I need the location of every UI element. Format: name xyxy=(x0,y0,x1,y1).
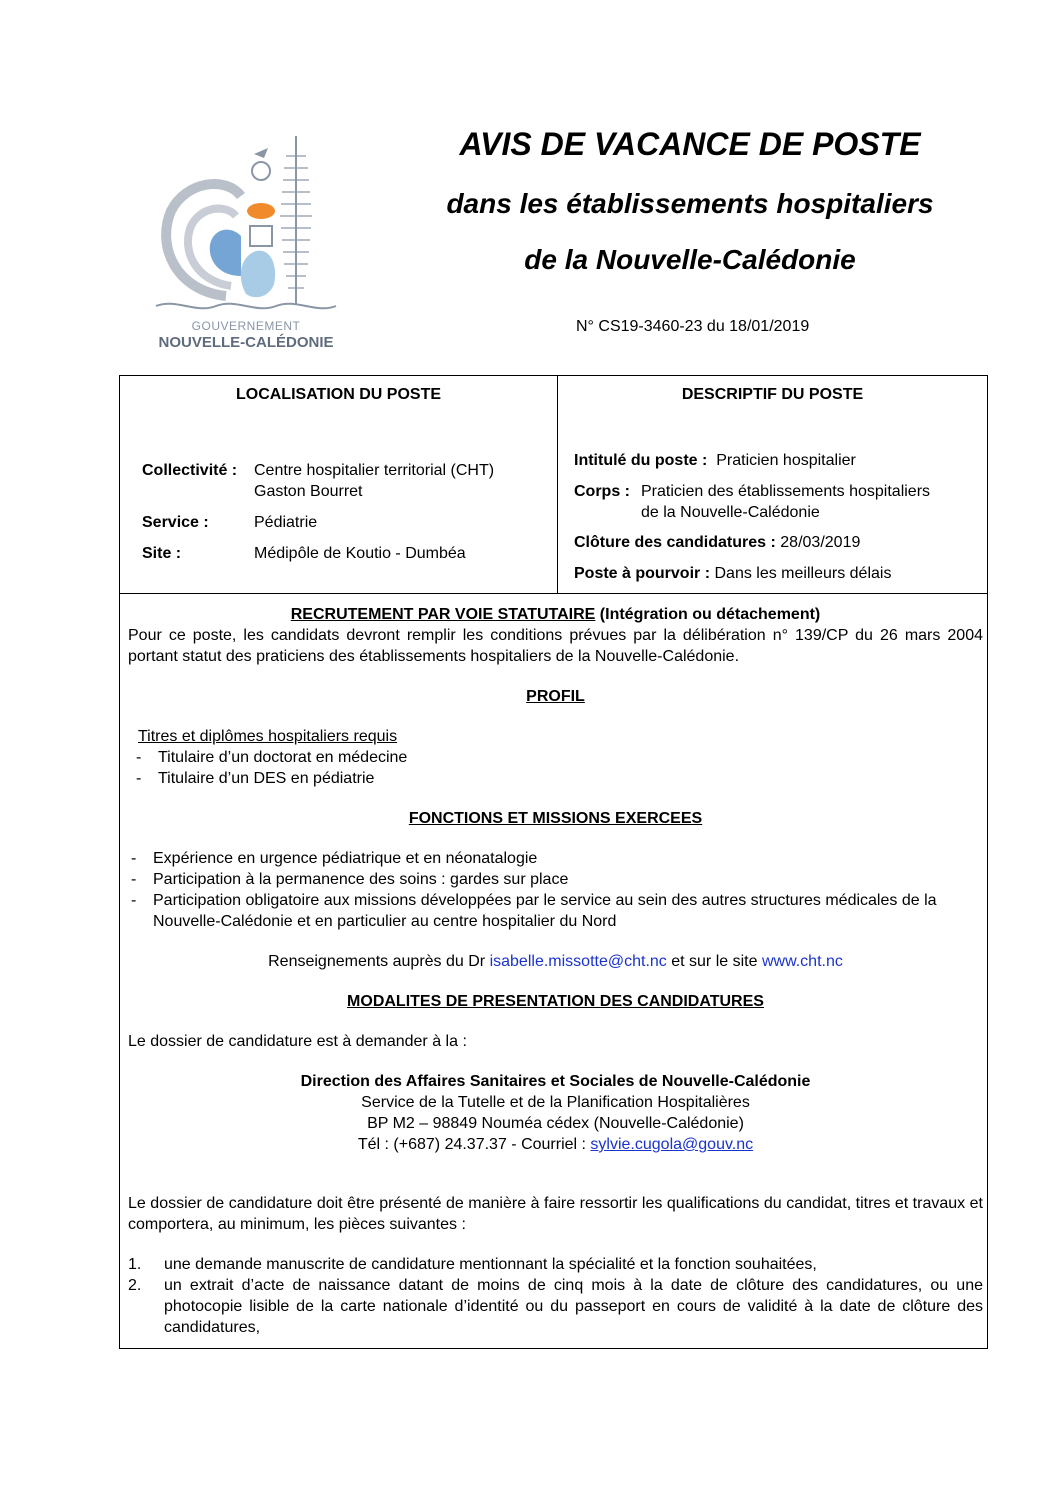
organisation-address: BP M2 – 98849 Nouméa cédex (Nouvelle-Calédonie) xyxy=(367,1115,744,1132)
page-title: AVIS DE VACANCE DE POSTE xyxy=(459,126,921,162)
site-label: Site : xyxy=(142,545,182,562)
website-link[interactable]: www.cht.nc xyxy=(761,953,843,970)
notice-body xyxy=(128,604,983,1338)
collectivite-label: Collectivité : xyxy=(142,462,238,479)
site-value: Médipôle de Koutio - Dumbéa xyxy=(254,545,466,562)
corps-value: Praticien des établissements hospitaliers de la Nouvelle-Calédonie xyxy=(641,483,931,521)
intitule-row: Intitulé du poste : Praticien hospitalier xyxy=(574,452,856,469)
page-subtitle-2: de la Nouvelle-Calédonie xyxy=(524,244,856,275)
contact-email-link[interactable]: isabelle.missotte@cht.nc xyxy=(489,953,667,970)
renseignements-line: Renseignements auprès du Dr isabelle.missotte@cht.nc et sur le site www.cht.nc xyxy=(268,953,843,970)
collectivite-value: Centre hospitalier territorial (CHT) Gaston Bourret xyxy=(254,462,495,500)
organisation-contact: Tél : (+687) 24.37.37 - Courriel : sylvie.cugola@gouv.nc xyxy=(357,1136,754,1153)
notice-frame xyxy=(119,375,988,1349)
list-item: - Titulaire d’un doctorat en médecine xyxy=(136,749,408,766)
list-item: - Participation obligatoire aux missions développées par le service au sein des autres structures médicales de la Nouvelle-Calédonie et en particulier au centre hospitalier du Nord xyxy=(131,892,937,930)
organisation-name: Direction des Affaires Sanitaires et Sociales de Nouvelle-Calédonie xyxy=(300,1073,811,1090)
government-logo xyxy=(146,126,346,358)
descriptif-cell xyxy=(557,376,988,593)
organisation-service: Service de la Tutelle et de la Planification Hospitalières xyxy=(361,1094,750,1111)
list-item: 2. un extrait d’acte de naissance datant de moins de cinq mois à la date de clôture des candidatures, ou une photocopie lisible de la carte nationale d’identité ou du passeport en cours de validité à la date de clôture des candidatures, xyxy=(128,1277,983,1336)
descriptif-heading: DESCRIPTIF DU POSTE xyxy=(681,386,864,403)
service-label: Service : xyxy=(142,514,209,531)
recrutement-text: Pour ce poste, les candidats devront remplir les conditions prévues par la délibération n° 139/CP du 26 mars 2004 portant statut des praticiens des établissements hospitaliers de la Nouvelle-Calédonie. xyxy=(128,627,983,665)
service-value: Pédiatrie xyxy=(254,514,318,531)
localisation-cell xyxy=(120,376,558,593)
contact-email-link[interactable]: sylvie.cugola@gouv.nc xyxy=(590,1136,754,1153)
list-item: - Titulaire d’un DES en pédiatrie xyxy=(136,770,375,787)
poste-row: Poste à pourvoir : Dans les meilleurs délais xyxy=(574,565,892,582)
page-subtitle-1: dans les établissements hospitaliers xyxy=(446,188,934,219)
fonctions-heading: FONCTIONS ET MISSIONS EXERCEES xyxy=(408,810,703,827)
corps-label: Corps : xyxy=(574,483,630,500)
section-divider xyxy=(120,593,987,594)
reference-number: N° CS19-3460-23 du 18/01/2019 xyxy=(576,318,810,335)
list-item: - Expérience en urgence pédiatrique et en néonatalogie xyxy=(131,850,538,867)
cloture-row: Clôture des candidatures : 28/03/2019 xyxy=(574,534,861,551)
profil-subheading: Titres et diplômes hospitaliers requis xyxy=(138,728,398,745)
list-item: 1. une demande manuscrite de candidature mentionnant la spécialité et la fonction souhaitées, xyxy=(128,1256,817,1273)
profil-heading: PROFIL xyxy=(526,688,585,705)
modalites-heading: MODALITES DE PRESENTATION DES CANDIDATURES xyxy=(347,993,764,1010)
modalites-intro: Le dossier de candidature est à demander à la : xyxy=(128,1033,467,1050)
list-item: - Participation à la permanence des soins : gardes sur place xyxy=(131,871,569,888)
recrutement-heading: RECRUTEMENT PAR VOIE STATUTAIRE (Intégration ou détachement) xyxy=(290,606,821,623)
logo-line1: GOUVERNEMENT xyxy=(191,319,301,333)
localisation-heading: LOCALISATION DU POSTE xyxy=(235,386,442,403)
nautilus-emblem-icon xyxy=(146,126,346,316)
dossier-text: Le dossier de candidature doit être présenté de manière à faire ressortir les qualifications du candidat, titres et travaux et comportera, au minimum, les pièces suivantes : xyxy=(128,1195,983,1233)
logo-line2: NOUVELLE-CALÉDONIE xyxy=(158,334,334,351)
